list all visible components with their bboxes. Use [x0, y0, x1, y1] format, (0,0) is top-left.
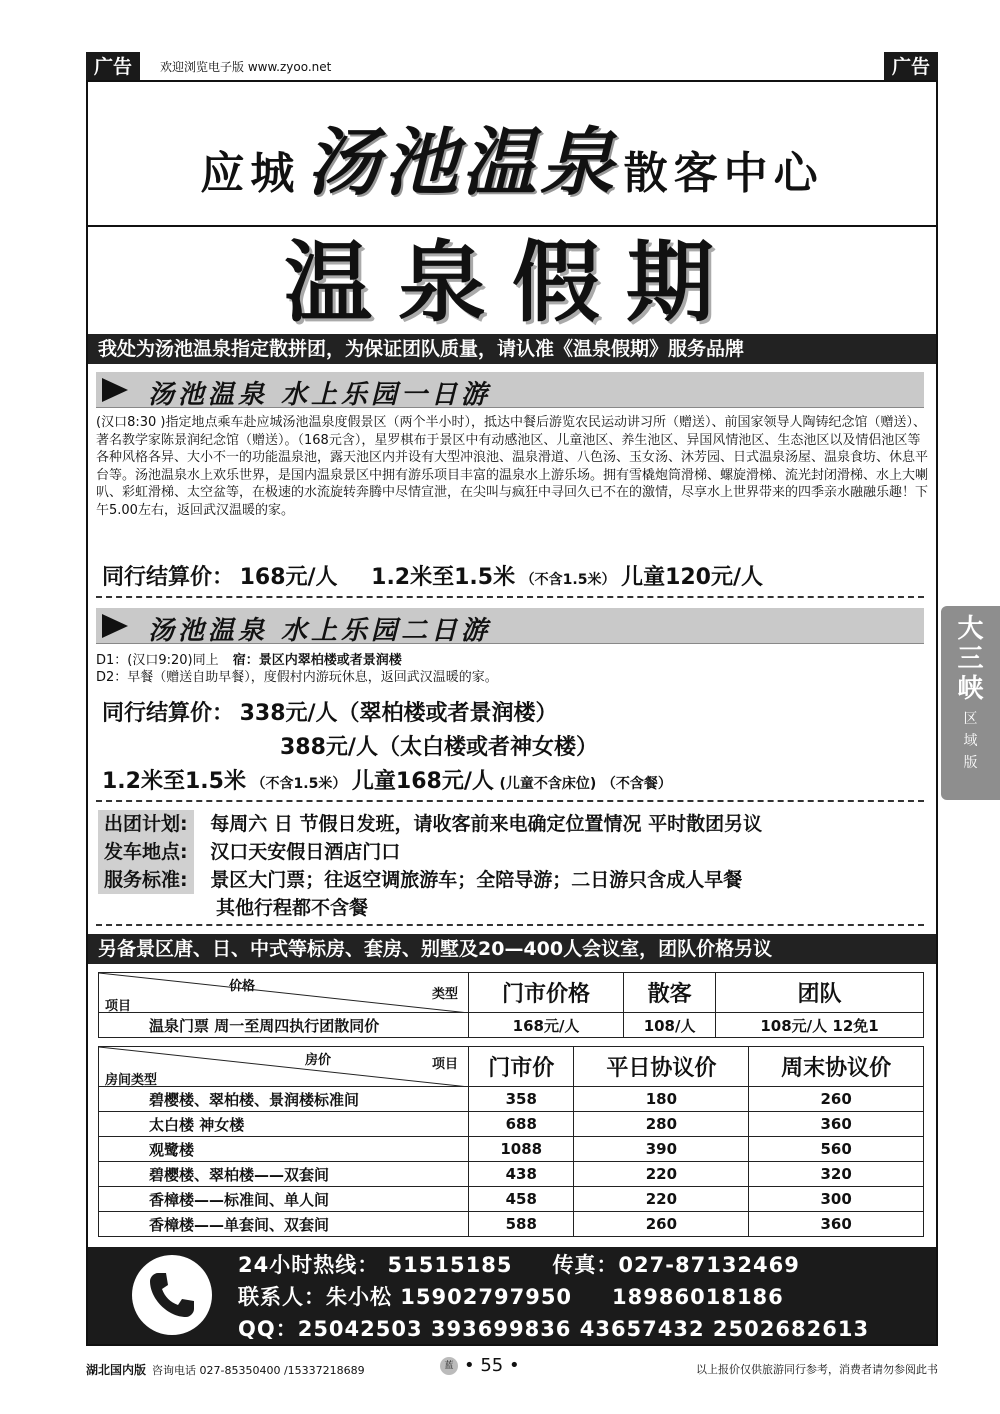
- room-table-corner: [99, 1047, 469, 1087]
- section2-child-price: 儿童168元/人: [351, 769, 494, 794]
- room-row-weekend: 320: [749, 1162, 924, 1187]
- section2-itinerary: [96, 652, 928, 686]
- fax-number: 传真：027-87132469: [552, 1253, 800, 1277]
- section1-price-adult: 168元/人: [239, 565, 338, 590]
- section2-day1-text: D1：(汉口9:20)同上: [96, 653, 219, 668]
- section2-price-line1: [102, 696, 558, 727]
- ticket-corner-type: 类型: [431, 987, 458, 1002]
- section2-day1: [96, 652, 928, 669]
- section1-description: (汉口8:30 )指定地点乘车赴应城汤池温泉度假景区（两个半小时），抵达中餐后游览农民运动讲习所（赠送）、前国家领导人陶铸纪念馆（赠送）、著名教学家陈景润纪念馆（赠送）。（168元含），星罗棋布于景区中有动感池区、儿童池区、养生池区、异国风情池区、生态池区以及情侣池区等各种风格各异、大小不一的功能温泉池，露天池区内并设有大型冲浪池、温泉滑道、八色汤、玉女汤、沐芳园、日式温泉汤屋、温泉食坊、休息平台等。汤池温泉水上欢乐世界，是国内温泉景区中拥有游乐项目丰富的温泉水上游乐场。拥有雪橇炮筒滑梯、螺旋滑梯、流光封闭滑梯、水上大喇叭、彩虹滑梯、太空盆等，在极速的水流旋转奔腾中尽情宣泄，在尖叫与疯狂中寻回久已不在的激情，尽享水上世界带来的四季亲水融融乐趣！下午5.00左右，返回武汉温暖的家。: [96, 415, 929, 518]
- diagonal-lines: [99, 973, 469, 1013]
- contact-line-hotline: [238, 1249, 800, 1279]
- room-row-name: 观鹭楼: [99, 1137, 469, 1162]
- info-plan-row: [98, 810, 762, 838]
- ticket-header-individual: 散客: [624, 973, 716, 1013]
- section1-price-line: [102, 560, 763, 591]
- contact-line-person: [238, 1281, 784, 1311]
- table-row: [99, 1187, 924, 1212]
- main-title: 温泉假期: [283, 230, 740, 334]
- side-tab-subtitle: 区 域 版: [963, 711, 978, 771]
- title-prefix: 应城: [200, 148, 301, 199]
- room-row-weekday: 180: [574, 1087, 749, 1112]
- room-row-retail: 458: [469, 1187, 574, 1212]
- room-row-name: 香樟楼——标准间、单人间: [99, 1187, 469, 1212]
- ad-label-right: 广告: [884, 52, 938, 82]
- play-arrow-icon: [102, 378, 128, 402]
- contact-block: [88, 1247, 936, 1344]
- table-row: [99, 1013, 924, 1038]
- table-row: [99, 1137, 924, 1162]
- room-row-retail: 438: [469, 1162, 574, 1187]
- room-row-weekend: 560: [749, 1137, 924, 1162]
- info-plan-label: 出团计划:: [98, 810, 194, 838]
- ticket-price-table: [98, 972, 924, 1038]
- section2-child-note3: （不含餐）: [601, 776, 672, 792]
- title-box: [88, 82, 936, 227]
- section1-heading-label: 汤池温泉 水上乐园一日游: [148, 380, 492, 410]
- section1-child-price: 儿童120元/人: [621, 565, 764, 590]
- room-header-weekend: 周末协议价: [749, 1047, 924, 1087]
- room-row-weekday: 260: [574, 1212, 749, 1237]
- ticket-row-name: 温泉门票 周一至周四执行团散同价: [99, 1013, 469, 1038]
- section1-child-note: （不含1.5米）: [520, 572, 616, 588]
- ticket-row-group: 108元/人 12免1: [716, 1013, 924, 1038]
- ticket-table-corner: [99, 973, 469, 1013]
- room-row-weekend: 260: [749, 1087, 924, 1112]
- section2-day2: D2：早餐（赠送自助早餐），度假村内游玩休息，返回武汉温暖的家。: [96, 670, 498, 685]
- info-depart-label: 发车地点:: [98, 838, 194, 866]
- section2-child-line: [102, 764, 672, 795]
- ticket-row-individual: 108/人: [624, 1013, 716, 1038]
- room-row-name: 太白楼 神女楼: [99, 1112, 469, 1137]
- info-plan-text: 每周六 日 节假日发班，请收客前来电确定位置情况 平时散团另议: [210, 813, 763, 835]
- footer-edition: 湖北国内版: [86, 1363, 147, 1377]
- info-service-row: [98, 866, 742, 894]
- title-row: [88, 104, 936, 210]
- room-header-weekday: 平日协议价: [574, 1047, 749, 1087]
- section2-child-note2: (儿童不含床位): [499, 776, 597, 792]
- contact-qq: QQ：25042503 393699836 43657432 2502682613: [238, 1317, 870, 1341]
- ticket-corner-item: 项目: [105, 999, 132, 1014]
- side-tab: [941, 606, 1000, 800]
- footer-left: [86, 1361, 365, 1378]
- welcome-text: 欢迎浏览电子版 www.zyoo.net: [160, 60, 332, 74]
- contact-mobile2: 18986018186: [612, 1285, 784, 1309]
- room-row-retail: 688: [469, 1112, 574, 1137]
- divider-dashed: [96, 800, 924, 802]
- brand-band: 我处为汤池温泉指定散拼团，为保证团队质量，请认准《温泉假期》服务品牌: [88, 334, 936, 364]
- section2-price-label: 同行结算价：: [102, 701, 235, 726]
- room-row-retail: 1088: [469, 1137, 574, 1162]
- info-service-text-2: 其他行程都不含餐: [216, 897, 369, 919]
- section2-heading-label: 汤池温泉 水上乐园二日游: [148, 616, 492, 646]
- table-row: [99, 1162, 924, 1187]
- room-row-weekend: 360: [749, 1212, 924, 1237]
- room-row-weekend: 360: [749, 1112, 924, 1137]
- section2-heading: [96, 608, 924, 644]
- section1-heading: [96, 372, 924, 408]
- room-corner-item: 项目: [431, 1057, 458, 1072]
- room-row-weekday: 220: [574, 1187, 749, 1212]
- section2-price1: 338元/人（翠柏楼或者景润楼）: [239, 701, 558, 726]
- section2-price-line2: [280, 730, 598, 761]
- divider-dashed: [96, 596, 924, 598]
- room-row-weekday: 280: [574, 1112, 749, 1137]
- room-row-retail: 588: [469, 1212, 574, 1237]
- side-tab-title: 大 三 峡: [957, 614, 984, 704]
- ticket-header-retail: 门市价格: [469, 973, 624, 1013]
- page-number: • 55 •: [464, 1355, 520, 1376]
- table-row: [99, 1087, 924, 1112]
- section1-price-label: 同行结算价：: [102, 565, 235, 590]
- ad-frame: [86, 80, 938, 1346]
- room-row-weekday: 220: [574, 1162, 749, 1187]
- info-depart-text: 汉口天安假日酒店门口: [210, 841, 401, 863]
- table-row: [99, 1212, 924, 1237]
- room-row-name: 碧樱楼、翠柏楼——双套间: [99, 1162, 469, 1187]
- room-row-weekend: 300: [749, 1187, 924, 1212]
- page-badge-icon: 蓝: [440, 1357, 458, 1375]
- contact-person: 联系人：朱小松 15902797950: [238, 1285, 573, 1309]
- footer-disclaimer: 以上报价仅供旅游同行参考，消费者请勿参阅此书: [696, 1363, 938, 1376]
- title-brand: 汤池温泉: [306, 120, 618, 206]
- room-header-retail: 门市价: [469, 1047, 574, 1087]
- title-suffix: 散客中心: [623, 148, 824, 199]
- footer-page: [440, 1355, 520, 1376]
- room-corner-price: 房价: [305, 1053, 332, 1068]
- section2-child-note1: （不含1.5米）: [251, 776, 347, 792]
- info-service-text: 景区大门票；往返空调旅游车；全陪导游；二日游只含成人早餐: [210, 869, 743, 891]
- ticket-header-group: 团队: [716, 973, 924, 1013]
- room-row-retail: 358: [469, 1087, 574, 1112]
- section2-day1-stay: 宿：景区内翠柏楼或者景润楼: [232, 653, 402, 668]
- room-row-name: 碧樱楼、翠柏楼、景润楼标准间: [99, 1087, 469, 1112]
- play-arrow-icon: [102, 614, 128, 638]
- info-depart-row: [98, 838, 400, 866]
- hotline-number: 24小时热线： 51515185: [238, 1253, 513, 1277]
- info-service-label: 服务标准:: [98, 866, 194, 894]
- room-corner-type: 房间类型: [105, 1073, 158, 1088]
- room-price-table: [98, 1046, 924, 1237]
- section2-price2: 388元/人（太白楼或者神女楼）: [280, 735, 598, 760]
- room-row-weekday: 390: [574, 1137, 749, 1162]
- telephone-icon: [132, 1255, 212, 1335]
- ticket-corner-price: 价格: [229, 979, 256, 994]
- ticket-row-retail: 168元/人: [469, 1013, 624, 1038]
- table-row: [99, 1112, 924, 1137]
- extra-band: 另备景区唐、日、中式等标房、套房、别墅及20—400人会议室，团队价格另议: [88, 934, 936, 964]
- room-row-name: 香樟楼——单套间、双套间: [99, 1212, 469, 1237]
- footer-phone: 咨询电话 027-85350400 /15337218689: [152, 1364, 365, 1377]
- divider-dashed: [96, 924, 924, 926]
- ad-label-left: 广告: [86, 52, 140, 82]
- section1-child-range: 1.2米至1.5米: [371, 565, 516, 590]
- section2-child-range: 1.2米至1.5米: [102, 769, 246, 794]
